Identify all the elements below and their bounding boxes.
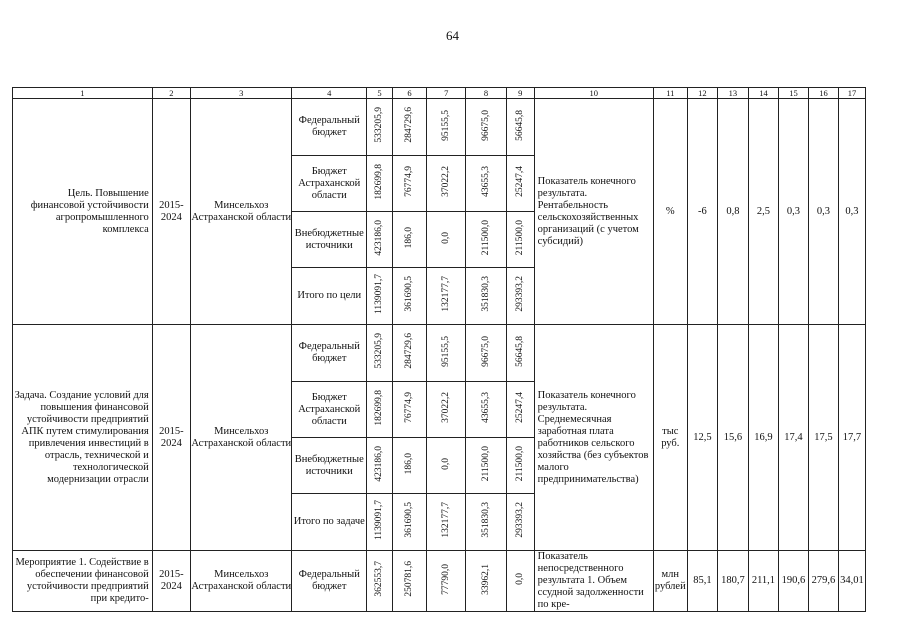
target-value: 12,5 [687, 325, 717, 551]
target-value: 2,5 [748, 99, 778, 325]
funding-amount-text: 132177,7 [441, 502, 452, 538]
column-number: 7 [427, 88, 466, 99]
executor: Минсельхоз Астраханской области [191, 551, 292, 612]
funding-amount-text: 95155,5 [441, 109, 452, 141]
funding-amount-text: 0,0 [441, 231, 452, 244]
funding-amount [466, 494, 506, 551]
target-value: 211,1 [748, 551, 778, 612]
funding-amount-text: 423186,0 [374, 445, 385, 482]
target-value: 34,01 [838, 551, 865, 612]
funding-amount-text: 132177,7 [441, 276, 452, 312]
period: 2015-2024 [152, 551, 190, 612]
funding-amount [367, 382, 393, 438]
executor: Минсельхоз Астраханской области [191, 325, 292, 551]
unit: % [653, 99, 687, 325]
funding-amount-text: 351830,3 [481, 276, 492, 312]
funding-amount [466, 99, 506, 156]
unit: тыс руб. [653, 325, 687, 551]
funding-amount-text: 37022,2 [441, 166, 452, 197]
funding-amount-text: 186,0 [404, 452, 415, 475]
funding-amount [392, 382, 426, 438]
column-number: 2 [152, 88, 190, 99]
funding-source: Федеральный бюджет [292, 325, 367, 382]
funding-amount [392, 325, 426, 382]
funding-amount [392, 99, 426, 156]
target-value: 17,4 [778, 325, 808, 551]
target-value: 279,6 [808, 551, 838, 612]
funding-amount [427, 438, 466, 494]
funding-amount-text: 211500,0 [481, 445, 492, 482]
target-value: 16,9 [748, 325, 778, 551]
funding-amount-text: 96675,0 [481, 109, 492, 141]
funding-amount [367, 494, 393, 551]
target-value: 85,1 [687, 551, 717, 612]
program-table [12, 87, 866, 612]
target-value: 180,7 [717, 551, 748, 612]
column-number: 4 [292, 88, 367, 99]
funding-amount [367, 212, 393, 268]
funding-amount-text: 423186,0 [374, 219, 385, 256]
table-row [13, 551, 866, 612]
funding-amount [367, 268, 393, 325]
measure-name: Цель. Повышение финансовой устойчивости агропромышленного комплекса [13, 99, 153, 325]
funding-amount-text: 284729,6 [404, 333, 415, 369]
funding-amount [466, 382, 506, 438]
funding-amount [506, 494, 534, 551]
funding-amount-text: 211500,0 [515, 219, 526, 256]
target-value: 15,6 [717, 325, 748, 551]
funding-amount-text: 533205,9 [374, 333, 385, 369]
funding-amount [367, 325, 393, 382]
column-number: 5 [367, 88, 393, 99]
period: 2015-2024 [152, 99, 190, 325]
funding-amount [506, 268, 534, 325]
funding-source: Внебюджетные источники [292, 438, 367, 494]
page-number: 64 [446, 28, 459, 43]
funding-amount [506, 551, 534, 612]
target-value: 17,7 [838, 325, 865, 551]
funding-amount-text: 56645,8 [515, 335, 526, 367]
column-number: 12 [687, 88, 717, 99]
funding-amount [427, 382, 466, 438]
funding-amount [392, 156, 426, 212]
target-value: 0,8 [717, 99, 748, 325]
target-value: 0,3 [808, 99, 838, 325]
funding-amount-text: 293393,2 [515, 502, 526, 538]
funding-amount-text: 182699,8 [374, 389, 385, 426]
funding-amount-text: 25247,4 [515, 392, 526, 423]
funding-source: Итого по цели [292, 268, 367, 325]
funding-amount-text: 0,0 [515, 573, 526, 585]
executor: Минсельхоз Астраханской области [191, 99, 292, 325]
unit: млн рублей [653, 551, 687, 612]
funding-amount [506, 99, 534, 156]
funding-amount-text: 362553,7 [374, 561, 385, 597]
funding-amount-text: 33962,1 [481, 563, 492, 595]
funding-amount-text: 1139091,7 [374, 273, 385, 315]
funding-source: Федеральный бюджет [292, 551, 367, 612]
funding-amount-text: 351830,3 [481, 502, 492, 538]
funding-amount-text: 37022,2 [441, 392, 452, 423]
funding-amount [427, 494, 466, 551]
funding-amount-text: 56645,8 [515, 109, 526, 141]
funding-amount [427, 325, 466, 382]
funding-amount-text: 0,0 [441, 457, 452, 470]
funding-amount-text: 186,0 [404, 226, 415, 249]
funding-amount-text: 211500,0 [515, 445, 526, 482]
funding-source: Бюджет Астраханской области [292, 382, 367, 438]
funding-amount [506, 212, 534, 268]
period: 2015-2024 [152, 325, 190, 551]
indicator: Показатель конечного результата. Рентабельность сельскохозяйственных организаций (с учетом субсидий) [534, 99, 653, 325]
measure-name: Мероприятие 1. Содействие в обеспечении финансовой устойчивости предприятий при кредито- [13, 551, 153, 612]
target-value: 0,3 [778, 99, 808, 325]
funding-source: Бюджет Астраханской области [292, 156, 367, 212]
funding-amount [506, 325, 534, 382]
funding-amount [367, 156, 393, 212]
indicator: Показатель конечного результата. Среднемесячная заработная плата работников сельского хозяйства (без субъектов малого предпринимательства) [534, 325, 653, 551]
funding-amount-text: 533205,9 [374, 107, 385, 143]
funding-amount [506, 438, 534, 494]
funding-amount [427, 212, 466, 268]
column-number: 3 [191, 88, 292, 99]
column-number: 11 [653, 88, 687, 99]
target-value: 190,6 [778, 551, 808, 612]
funding-amount [466, 212, 506, 268]
funding-amount [367, 438, 393, 494]
funding-amount-text: 43655,3 [481, 166, 492, 197]
funding-amount [466, 325, 506, 382]
funding-amount [506, 156, 534, 212]
funding-amount [392, 494, 426, 551]
funding-amount [392, 212, 426, 268]
funding-amount-text: 43655,3 [481, 392, 492, 423]
column-number: 1 [13, 88, 153, 99]
funding-amount-text: 1139091,7 [374, 499, 385, 541]
column-number: 6 [392, 88, 426, 99]
funding-source: Итого по задаче [292, 494, 367, 551]
funding-amount-text: 211500,0 [481, 219, 492, 256]
funding-amount [367, 551, 393, 612]
funding-amount-text: 361690,5 [404, 276, 415, 312]
funding-amount [466, 551, 506, 612]
column-number: 9 [506, 88, 534, 99]
target-value: 17,5 [808, 325, 838, 551]
column-number: 17 [838, 88, 865, 99]
funding-amount [392, 438, 426, 494]
funding-amount-text: 284729,6 [404, 107, 415, 143]
funding-amount-text: 361690,5 [404, 502, 415, 538]
table-row [13, 99, 866, 156]
funding-amount [367, 99, 393, 156]
header-row [13, 88, 866, 99]
funding-amount [427, 268, 466, 325]
column-number: 8 [466, 88, 506, 99]
funding-amount-text: 95155,5 [441, 335, 452, 367]
funding-amount-text: 25247,4 [515, 166, 526, 197]
funding-amount-text: 77790,0 [441, 563, 452, 595]
target-value: 0,3 [838, 99, 865, 325]
column-number: 10 [534, 88, 653, 99]
funding-amount [427, 551, 466, 612]
funding-amount [392, 551, 426, 612]
funding-amount [506, 382, 534, 438]
funding-amount [466, 156, 506, 212]
column-number: 15 [778, 88, 808, 99]
funding-amount-text: 250781,6 [404, 561, 415, 597]
measure-name: Задача. Создание условий для повышения финансовой устойчивости предприятий АПК путем стимулирования привлечения инвестиций в отрасль, технической и технологической модернизации отрасли [13, 325, 153, 551]
indicator: Показатель непосредственного результата 1. Объем ссудной задолженности по кре- [534, 551, 653, 612]
funding-amount [427, 156, 466, 212]
funding-source: Внебюджетные источники [292, 212, 367, 268]
column-number: 16 [808, 88, 838, 99]
funding-amount [466, 268, 506, 325]
funding-amount-text: 76774,9 [404, 392, 415, 423]
target-value: -6 [687, 99, 717, 325]
column-number: 13 [717, 88, 748, 99]
funding-amount-text: 96675,0 [481, 335, 492, 367]
funding-amount [392, 268, 426, 325]
funding-amount-text: 76774,9 [404, 166, 415, 197]
table-row [13, 325, 866, 382]
funding-amount [466, 438, 506, 494]
funding-source: Федеральный бюджет [292, 99, 367, 156]
funding-amount-text: 182699,8 [374, 163, 385, 200]
column-number: 14 [748, 88, 778, 99]
funding-amount-text: 293393,2 [515, 276, 526, 312]
funding-amount [427, 99, 466, 156]
